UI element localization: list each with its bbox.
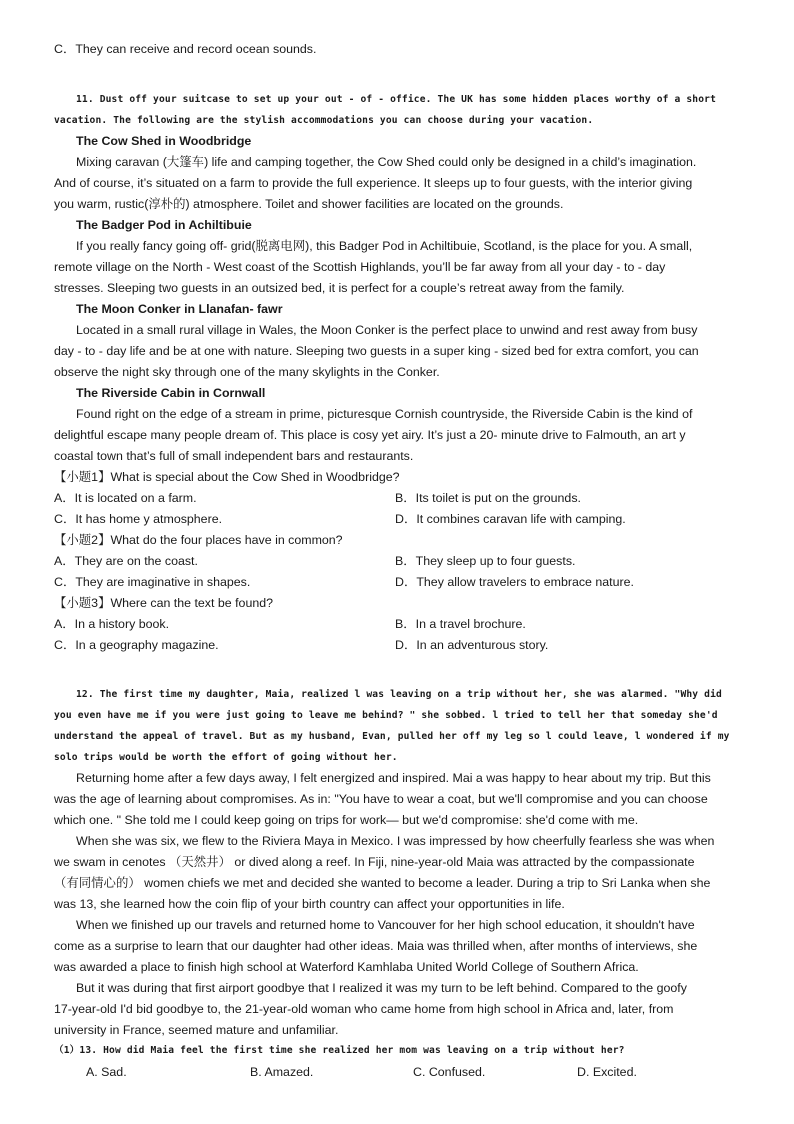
option-d[interactable]: D．They allow travelers to embrace nature. [395, 575, 634, 589]
q10-option-c: C．They can receive and record ocean sounds. [54, 42, 317, 56]
section-line: Found right on the edge of a stream in prime, picturesque Cornish countryside, the Riverside Cabin is the kind of [76, 407, 693, 421]
option-d[interactable]: D．In an adventurous story. [395, 638, 549, 652]
option-c[interactable]: C. Confused. [413, 1065, 486, 1079]
paragraph-line: was 13, she learned how the coin flip of your birth country can affect your opportunities in life. [54, 897, 565, 911]
paragraph-line: 17-year-old I'd bid goodbye to, the 21-year-old woman who came home from high school in Africa and, later, from [54, 1002, 674, 1016]
paragraph-line: （有同情心的） women chiefs we met and decided she wanted to become a leader. During a trip to Sri Lanka when she [54, 876, 711, 890]
passage12-intro: 12. The first time my daughter, Maia, realized l was leaving on a trip without her, she was alarmed. "Why did [76, 689, 722, 700]
paragraph-line: we swam in cenotes （天然井） or dived along a reef. In Fiji, nine-year-old Maia was attracted by the compassionate [54, 855, 695, 869]
question-stem: 【小题3】Where can the text be found? [54, 596, 274, 610]
section-heading: The Moon Conker in Llanafan- fawr [76, 302, 283, 316]
section-line: And of course, it’s situated on a farm to provide the full experience. It sleeps up to four guests, with the interior giving [54, 176, 693, 190]
section-line: Mixing caravan (大篷车) life and camping together, the Cow Shed could only be designed in a child’s imagination. [76, 155, 697, 169]
paragraph-line: was the age of learning about compromises. As in: "You have to wear a coat, but we'll compromise and you can choose [54, 792, 708, 806]
section-heading: The Riverside Cabin in Cornwall [76, 386, 266, 400]
option-c[interactable]: C．In a geography magazine. [54, 638, 219, 652]
section-heading: The Badger Pod in Achiltibuie [76, 218, 252, 232]
section-line: stresses. Sleeping two guests in an outsized bed, it is perfect for a couple’s retreat away from the family. [54, 281, 625, 295]
paragraph-line: But it was during that first airport goodbye that I realized it was my turn to be left behind. Compared to the goofy [76, 981, 687, 995]
section-heading: The Cow Shed in Woodbridge [76, 134, 252, 148]
paragraph-line: which one. " She told me I could keep going on trips for work— but we'd compromise: she'd come with me. [54, 813, 639, 827]
option-a[interactable]: A．In a history book. [54, 617, 170, 631]
option-d[interactable]: D．It combines caravan life with camping. [395, 512, 626, 526]
passage12-intro: solo trips would be worth the effort of going without her. [54, 752, 398, 763]
option-c[interactable]: C．They are imaginative in shapes. [54, 575, 251, 589]
option-b[interactable]: B．Its toilet is put on the grounds. [395, 491, 581, 505]
paragraph-line: was awarded a place to finish high school at Waterford Kamhlaba United World College of Southern Africa. [54, 960, 639, 974]
option-b[interactable]: B．In a travel brochure. [395, 617, 526, 631]
option-a[interactable]: A．It is located on a farm. [54, 491, 197, 505]
question-stem: 【小题1】What is special about the Cow Shed in Woodbridge? [54, 470, 400, 484]
option-a[interactable]: A. Sad. [86, 1065, 127, 1079]
paragraph-line: Returning home after a few days away, I felt energized and inspired. Mai a was happy to hear about my trip. But this [76, 771, 711, 785]
section-line: day - to - day life and be at one with nature. Sleeping two guests in a super king - sized bed for extra comfort, you can [54, 344, 699, 358]
paragraph-line: When she was six, we flew to the Riviera Maya in Mexico. I was impressed by how cheerfully fearless she was when [76, 834, 715, 848]
question-stem: 【小题2】What do the four places have in common? [54, 533, 343, 547]
passage11-intro: 11. Dust off your suitcase to set up your out - of - office. The UK has some hidden places worthy of a short [76, 94, 716, 105]
passage11-intro-cont: vacation. The following are the stylish accommodations you can choose during your vacation. [54, 115, 594, 126]
section-line: observe the night sky through one of the many skylights in the Conker. [54, 365, 440, 379]
option-b[interactable]: B．They sleep up to four guests. [395, 554, 576, 568]
passage12-intro: you even have me if you were just going to leave me behind? " she sobbed. l tried to tell her that someday she'd [54, 710, 718, 721]
section-line: delightful escape many people dream of. This place is cosy yet airy. It’s just a 20- minute drive to Falmouth, an art y [54, 428, 686, 442]
option-b[interactable]: B. Amazed. [250, 1065, 314, 1079]
option-d[interactable]: D. Excited. [577, 1065, 637, 1079]
section-line: you warm, rustic(淳朴的) atmosphere. Toilet and shower facilities are located on the grounds. [54, 197, 564, 211]
question13-stem: （1）13. How did Maia feel the first time she realized her mom was leaving on a trip without her? [54, 1045, 625, 1056]
paragraph-line: When we finished up our travels and returned home to Vancouver for her high school education, it shouldn't have [76, 918, 695, 932]
section-line: If you really fancy going off- grid(脱离电网), this Badger Pod in Achiltibuie, Scotland, is the place for you. A small, [76, 239, 693, 253]
section-line: coastal town that’s full of small independent bars and restaurants. [54, 449, 414, 463]
section-line: Located in a small rural village in Wales, the Moon Conker is the perfect place to unwind and rest away from busy [76, 323, 698, 337]
option-c[interactable]: C．It has home y atmosphere. [54, 512, 223, 526]
passage12-intro: understand the appeal of travel. But as my husband, Evan, pulled her off my leg so l could leave, l wondered if my [54, 731, 730, 742]
option-a[interactable]: A．They are on the coast. [54, 554, 198, 568]
paragraph-line: come as a surprise to learn that our daughter had other ideas. Maia was thrilled when, after months of interviews, she [54, 939, 698, 953]
section-line: remote village on the North - West coast of the Scottish Highlands, you’ll be far away from all your day - to - day [54, 260, 666, 274]
paragraph-line: university in France, seemed mature and unfamiliar. [54, 1023, 339, 1037]
